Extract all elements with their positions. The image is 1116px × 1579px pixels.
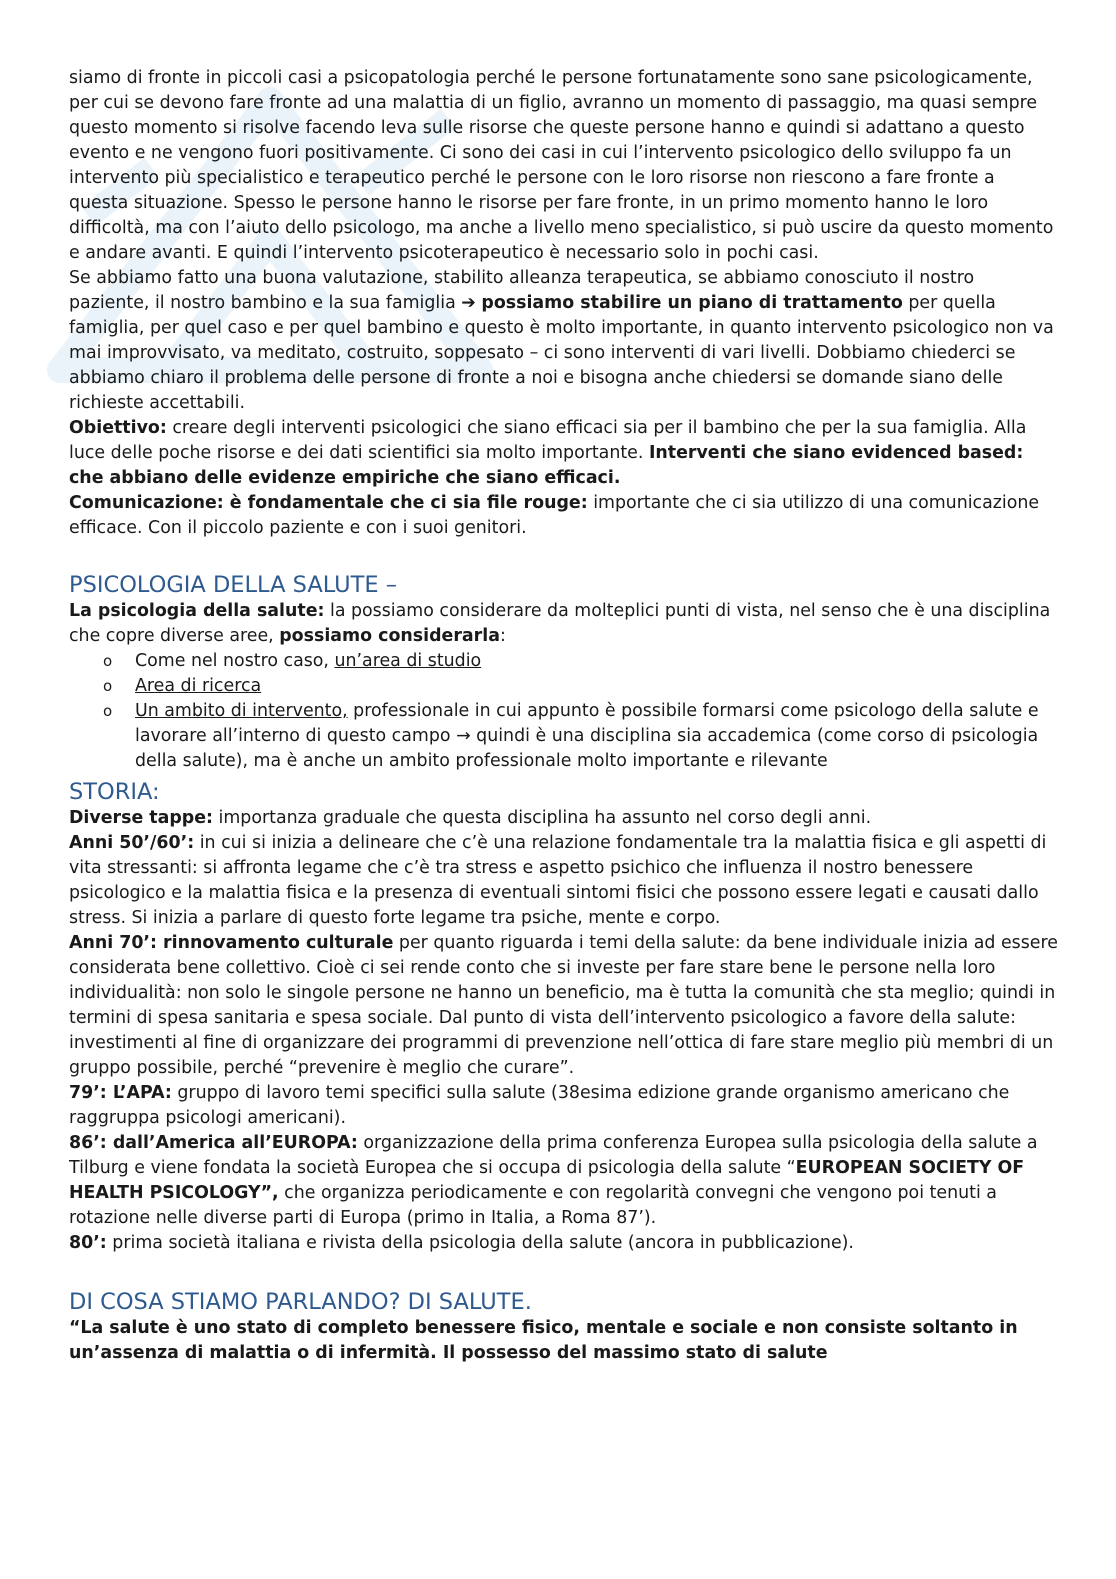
intro-paragraph-2: Se abbiamo fatto una buona valutazione, stabilito alleanza terapeutica, se abbiamo conosciuto il nostro paziente, il nostro bambino e la sua famiglia ➔ possiamo stabilire un piano di trattamento per quella famiglia, per quel caso e per quel bambino e questo è molto importante, in quanto intervento psicologico non va mai improvvisato, va meditato, costruito, soppesato – ci sono interventi di vari livelli. Dobbiamo chiederci se abbiamo chiaro il problema delle persone di fronte a noi e bisogna anche chiedersi se domande siano delle richieste accettabili. <box>69 268 1054 413</box>
arrow-icon: → <box>456 726 471 746</box>
storia-entry-5: 86’: dall’America all’EUROPA: organizzazione della prima conferenza Europea sulla psicologia della salute a Tilburg e viene fondata la società Europea che si occupa di psicologia della salute “EUROPEAN SOCIETY OF HEALTH PSICOLOGY”, che organizza periodicamente e con regolarità convegni che vengono poi tenuti a rotazione nelle diverse parti di Europa (primo in Italia, a Roma 87’). <box>69 1133 1038 1228</box>
list-item: o Area di ricerca <box>69 674 1059 699</box>
heading-psicologia-salute: PSICOLOGIA DELLA SALUTE – <box>69 572 397 598</box>
psicologia-list <box>69 649 1059 774</box>
arrow-icon: ➔ <box>461 293 476 313</box>
heading-di-salute: DI COSA STIAMO PARLANDO? DI SALUTE. <box>69 1289 532 1315</box>
storia-entry-3: Anni 70’: rinnovamento culturale per quanto riguarda i temi della salute: da bene individuale inizia ad essere considerata bene collettivo. Cioè ci sei rende conto che si investe per fare stare bene le persone nella loro individualità: non solo le singole persone ne hanno un beneficio, ma è tutta la comunità che sta meglio; quindi in termini di spesa sanitaria e spesa sociale. Dal punto di vista dell’intervento psicologico a favore della salute: investimenti al fine di organizzare dei programmi di prevenzione nell’ottica di fare stare meglio più membri di un gruppo possibile, perché “prevenire è meglio che curare”. <box>69 933 1058 1078</box>
document-body <box>69 66 1059 1366</box>
heading-storia: STORIA: <box>69 779 160 805</box>
objective-paragraph: Obiettivo: creare degli interventi psicologici che siano efficaci sia per il bambino che per la sua famiglia. Alla luce delle poche risorse e dei dati scientifici sia molto importante. Interventi che siano evidenced based: che abbiano delle evidenze empiriche che siano efficaci. <box>69 418 1027 488</box>
bullet-icon: o <box>103 702 113 720</box>
storia-entry-2: Anni 50’/60’: in cui si inizia a delineare che c’è una relazione fondamentale tra la malattia fisica e gli aspetti di vita stressanti: si affronta legame che c’è tra stress e aspetto psichico che influenza il nostro benessere psicologico e la malattia fisica e la presenza di eventuali sintomi fisici che possono essere legati e causati dallo stress. Si inizia a parlare di questo forte legame tra psiche, mente e corpo. <box>69 833 1047 928</box>
bullet-icon: o <box>103 652 113 670</box>
salute-quote: “La salute è uno stato di completo benessere fisico, mentale e sociale e non consiste soltanto in un’assenza di malattia o di infermità. Il possesso del massimo stato di salute <box>69 1318 1018 1363</box>
psicologia-intro-paragraph: La psicologia della salute: la possiamo considerare da molteplici punti di vista, nel senso che è una disciplina che copre diverse aree, possiamo considerarla: <box>69 601 1051 646</box>
intro-paragraph-1: siamo di fronte in piccoli casi a psicopatologia perché le persone fortunatamente sono sane psicologicamente, per cui se devono fare fronte ad una malattia di un figlio, avranno un momento di passaggio, ma quasi sempre questo momento si risolve facendo leva sulle risorse che queste persone hanno e quindi si adattano a questo evento e ne vengono fuori positivamente. Ci sono dei casi in cui l’intervento psicologico dello sviluppo fa un intervento più specialistico e terapeutico perché le persone con le loro risorse non riescono a fare fronte a questa situazione. Spesso le persone hanno le risorse per fare fronte, in un primo momento hanno le loro difficoltà, ma con l’aiuto dello psicologo, ma anche a livello meno specialistico, si può uscire da questo momento e andare avanti. E quindi l’intervento psicoterapeutico è necessario solo in pochi casi. <box>69 68 1054 263</box>
storia-entry-6: 80’: prima società italiana e rivista della psicologia della salute (ancora in pubblicazione). <box>69 1233 854 1253</box>
storia-entry-1: Diverse tappe: importanza graduale che questa disciplina ha assunto nel corso degli anni. <box>69 808 872 828</box>
list-item: o Un ambito di intervento, professionale in cui appunto è possibile formarsi come psicologo della salute e lavorare all’interno di questo campo → quindi è una disciplina sia accademica (come corso di psicologia della salute), ma è anche un ambito professionale molto importante e rilevante <box>103 701 1039 771</box>
storia-entry-4: 79’: L’APA: gruppo di lavoro temi specifici sulla salute (38esima edizione grande organismo americano che raggruppa psicologi americani). <box>69 1083 1010 1128</box>
bullet-icon: o <box>103 677 113 695</box>
communication-paragraph: Comunicazione: è fondamentale che ci sia file rouge: importante che ci sia utilizzo di una comunicazione efficace. Con il piccolo paziente e con i suoi genitori. <box>69 493 1040 538</box>
list-item: o Come nel nostro caso, un’area di studio <box>69 649 1059 674</box>
